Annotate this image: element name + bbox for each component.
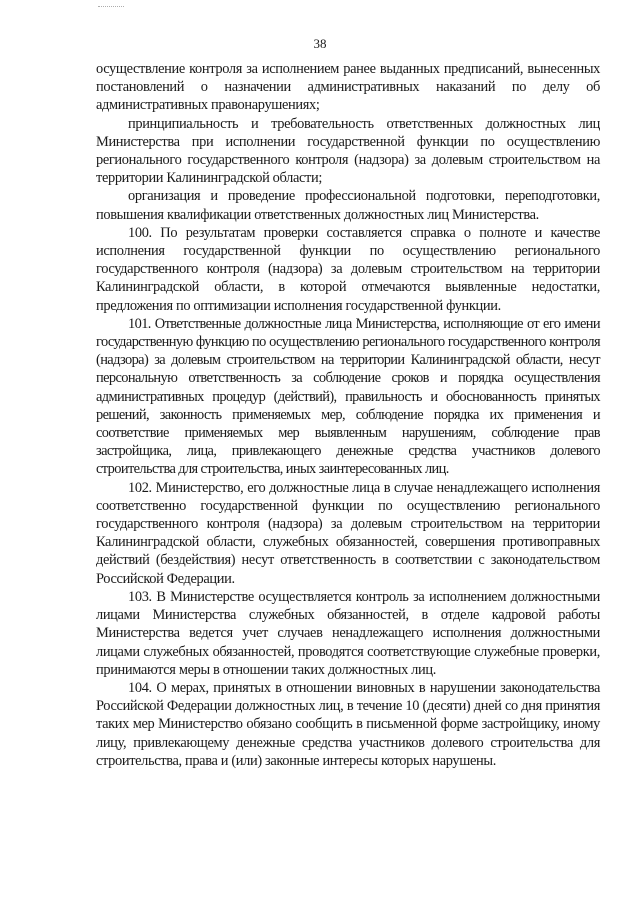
paragraph-104: 104. О мерах, принятых в отношении виновных в нарушении законодательства Российской Федерации должностных лиц, в течение 10 (десяти) дней со дня принятия таких мер Министерство обязано сообщить в письменной форме застройщику, иному лицу, привлекающему денежные средства участников долевого строительства для строительства, права и (или) законные интересы которых нарушены. xyxy=(96,679,600,769)
paragraph-100: 100. По результатам проверки составляется справка о полноте и качестве исполнения государственной функции по осуществлению регионального государственного контроля (надзора) за долевым строительством на территории Калининградской области, в которой отмечаются выявленные недостатки, предложения по оптимизации исполнения государственной функции. xyxy=(96,224,600,314)
paragraph-103: 103. В Министерстве осуществляется контроль за исполнением должностными лицами Министерства служебных обязанностей, в отделе кадровой работы Министерства ведется учет случаев ненадлежащего исполнения должностными лицами служебных обязанностей, проводятся соответствующие служебные проверки, принимаются меры в отношении таких должностных лиц. xyxy=(96,588,600,678)
scan-artifact xyxy=(98,6,124,11)
paragraph-101: 101. Ответственные должностные лица Министерства, исполняющие от его имени государственную функцию по осуществлению регионального государственного контроля (надзора) за долевым строительством на территории Калининградской области, несут персональную ответственность за соблюдение сроков и порядка осуществления административных процедур (действий), правильность и обоснованность принятых решений, законность применяемых мер, соблюдение порядка их применения и соответствие применяемых мер выявленным нарушениям, соблюдение прав застройщика, лица, привлекающего денежные средства участников долевого строительства для строительства, иных заинтересованных лиц. xyxy=(96,315,600,478)
paragraph-control-execution: осуществление контроля за исполнением ранее выданных предписаний, вынесенных постановлений о назначении административных наказаний по делу об административных правонарушениях; xyxy=(96,61,600,114)
paragraph-training: организация и проведение профессиональной подготовки, переподготовки, повышения квалификации ответственных должностных лиц Министерства. xyxy=(96,188,600,223)
document-body xyxy=(96,60,600,770)
paragraph-102: 102. Министерство, его должностные лица в случае ненадлежащего исполнения соответственно государственной функции по осуществлению регионального государственного контроля (надзора) за долевым строительством на территории Калининградской области, служебных обязанностей, совершения противоправных действий (бездействия) несут ответственность в соответствии с законодательством Российской Федерации. xyxy=(96,479,600,587)
page-number: 38 xyxy=(313,36,327,51)
paragraph-principles: принципиальность и требовательность ответственных должностных лиц Министерства при исполнении государственной функции по осуществлению регионального государственного контроля (надзора) за долевым строительством на территории Калининградской области; xyxy=(96,115,600,187)
